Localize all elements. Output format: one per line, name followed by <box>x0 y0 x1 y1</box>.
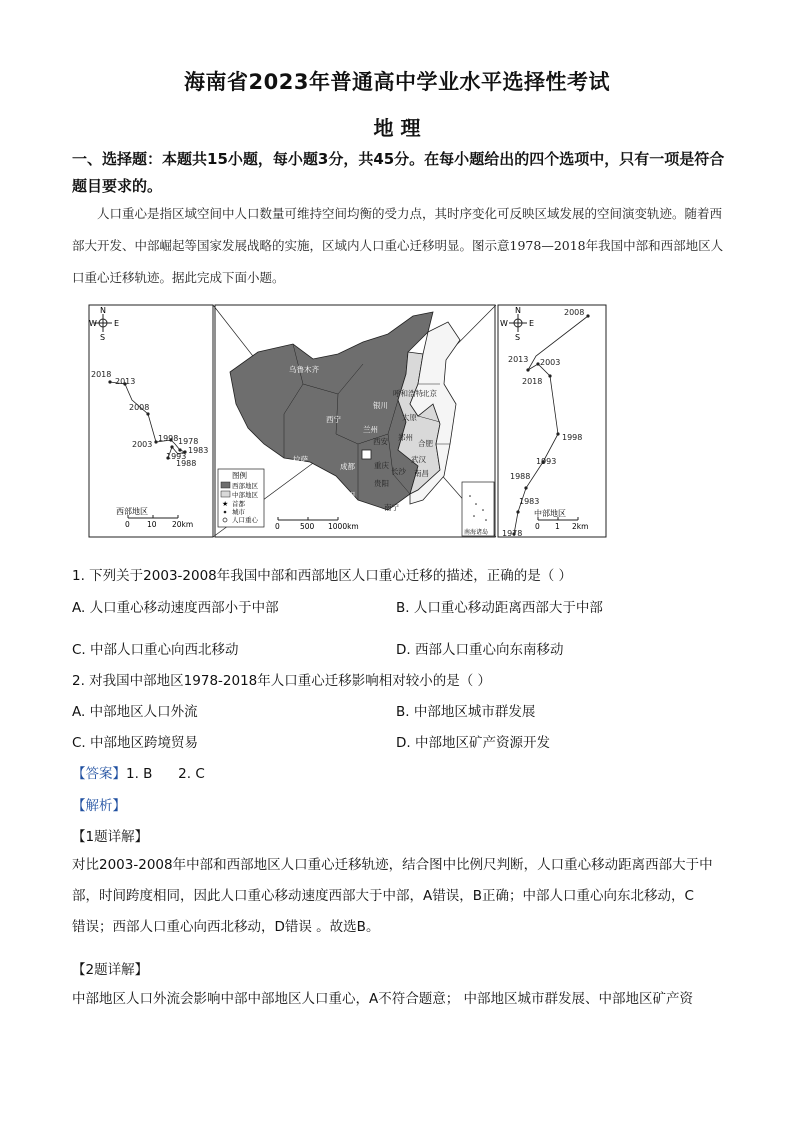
city-xining: 西宁 <box>326 415 341 424</box>
question-2-option-c: C. 中部地区跨境贸易 <box>72 735 199 751</box>
legend-capital: 首都 <box>232 500 245 508</box>
central-point-2018 <box>548 374 551 377</box>
city-hohhot: 呼和浩特 <box>393 389 423 398</box>
detail-2-line: 中部地区人口外流会影响中部中部地区人口重心，A不符合题意； 中部地区城市群发展、中部地区矿产资 <box>72 991 694 1007</box>
city-xian: 西安 <box>373 437 388 446</box>
detail-2-body <box>72 984 732 1015</box>
central-year-2003: 2003 <box>540 358 561 367</box>
map-scale-0: 0 <box>275 522 280 531</box>
answer-tag: 【答案】 <box>72 766 126 782</box>
legend-west: 西部地区 <box>232 482 258 490</box>
city-chengdu: 成都 <box>340 462 355 471</box>
question-2-option-a: A. 中部地区人口外流 <box>72 704 198 720</box>
question-1-option-d: D. 西部人口重心向东南移动 <box>396 642 564 658</box>
city-yinchuan: 银川 <box>373 401 388 410</box>
question-2-stem: 2. 对我国中部地区1978-2018年人口重心迁移影响相对较小的是（ ） <box>72 673 492 689</box>
legend-city: 城市 <box>232 508 245 516</box>
question-1-stem: 1. 下列关于2003-2008年我国中部和西部地区人口重心迁移的描述，正确的是（ ） <box>72 568 573 584</box>
west-point-2008 <box>146 412 149 415</box>
dot-icon <box>224 511 227 514</box>
answer-text: 1. B 2. C <box>126 766 205 782</box>
answer-row <box>72 762 205 782</box>
west-panel-label: 西部地区 <box>116 507 148 516</box>
west-year-2013: 2013 <box>115 377 136 386</box>
city-lhasa: 拉萨 <box>293 455 308 464</box>
subject-title: 地 理 <box>373 116 421 140</box>
central-year-2018: 2018 <box>522 377 543 386</box>
detail-1-line: 对比2003-2008年中部和西部地区人口重心迁移轨迹，结合图中比例尺判断，人口重心移动距离西部大于中 <box>72 857 713 873</box>
city-urumqi: 乌鲁木齐 <box>289 365 319 374</box>
compass-n: N <box>100 306 106 315</box>
city-kunming: 昆明 <box>340 491 355 500</box>
detail-1-body <box>72 850 732 943</box>
city-nanchang: 南昌 <box>414 469 429 478</box>
detail-1-line: 错误；西部人口重心向西北移动，D错误 。故选B。 <box>72 919 380 935</box>
detail-1-tag: 【1题详解】 <box>72 829 149 845</box>
central-scale-0: 0 <box>535 522 540 531</box>
city-nanning: 南宁 <box>384 503 399 512</box>
inset-label: 南海诸岛 <box>464 529 489 536</box>
west-scale-0: 0 <box>125 520 130 529</box>
compass-s: S <box>100 333 106 342</box>
city-wuhan: 武汉 <box>411 455 426 464</box>
map-scale-500: 500 <box>300 522 315 531</box>
compass-w: W <box>89 319 97 328</box>
central-compass-n: N <box>515 306 521 315</box>
central-scale-1: 1 <box>555 522 560 531</box>
central-year-1998: 1998 <box>562 433 583 442</box>
west-scale-10: 10 <box>147 520 157 529</box>
central-year-2008: 2008 <box>564 308 585 317</box>
inset-box <box>462 482 494 536</box>
legend-west-swatch <box>221 482 230 488</box>
west-year-2018: 2018 <box>91 370 112 379</box>
city-taiyuan: 太原 <box>402 413 417 422</box>
west-year-1993: 1993 <box>166 452 187 461</box>
central-point-1988 <box>524 486 527 489</box>
central-point-1998 <box>556 432 559 435</box>
central-compass-w: W <box>500 319 508 328</box>
central-scale-2: 2km <box>572 522 589 531</box>
west-panel <box>89 305 213 537</box>
legend-title: 图例 <box>232 471 247 480</box>
city-chongqing: 重庆 <box>374 461 389 470</box>
population-center-figure <box>88 304 608 540</box>
question-2-option-b: B. 中部地区城市群发展 <box>396 704 536 720</box>
central-year-1978: 1978 <box>502 529 523 538</box>
central-point-1983 <box>516 510 519 513</box>
passage: 人口重心是指区域空间中人口数量可维持空间均衡的受力点，其时序变化可反映区域发展的空间演变轨迹。随着西部大开发、中部崛起等国家发展战略的实施，区域内人口重心迁移明显。图示意1978—2018年我国中部和西部地区人口重心迁移轨迹。据此完成下面小题。 <box>72 206 724 285</box>
question-1-option-c: C. 中部人口重心向西北移动 <box>72 642 239 658</box>
detail-2-tag: 【2题详解】 <box>72 962 149 978</box>
legend-center: 人口重心 <box>232 516 258 524</box>
city-changsha: 长沙 <box>391 467 406 476</box>
section-heading: 一、选择题：本题共15小题，每小题3分，共45分。在每小题给出的四个选项中，只有一项是符合题目要求的。 <box>72 150 725 195</box>
question-1-option-a: A. 人口重心移动速度西部小于中部 <box>72 600 279 616</box>
central-point-2013 <box>526 368 529 371</box>
central-year-1988: 1988 <box>510 472 531 481</box>
legend-central-swatch <box>221 491 230 497</box>
central-year-1993: 1993 <box>536 457 557 466</box>
map-legend <box>218 469 264 527</box>
compass-e: E <box>114 319 120 328</box>
west-point-1993 <box>170 445 173 448</box>
city-guiyang: 贵阳 <box>374 479 389 488</box>
detail-1-line: 部，时间跨度相同，因此人口重心移动速度西部大于中部，A错误，B正确；中部人口重心向东北移动，C <box>72 888 694 904</box>
legend-central: 中部地区 <box>232 491 258 499</box>
central-panel <box>498 305 606 538</box>
west-year-2003: 2003 <box>132 440 153 449</box>
question-2-option-d: D. 中部地区矿产资源开发 <box>396 735 550 751</box>
central-compass-s: S <box>515 333 521 342</box>
west-point-2018 <box>108 380 111 383</box>
central-year-1983: 1983 <box>519 497 540 506</box>
china-map-panel <box>213 305 496 537</box>
city-hefei: 合肥 <box>418 439 433 448</box>
central-point-2008 <box>586 314 589 317</box>
analysis-tag: 【解析】 <box>72 798 126 814</box>
center-box-icon <box>362 450 371 459</box>
west-scale-20: 20km <box>172 520 194 529</box>
star-icon: ★ <box>222 500 229 508</box>
west-year-1988: 1988 <box>176 459 197 468</box>
west-year-1978: 1978 <box>178 437 199 446</box>
map-scale-1000: 1000km <box>328 522 359 531</box>
city-zhengzhou: 郑州 <box>398 433 413 442</box>
question-1-option-b: B. 人口重心移动距离西部大于中部 <box>396 600 603 616</box>
page-title: 海南省2023年普通高中学业水平选择性考试 <box>184 70 610 94</box>
central-compass-e: E <box>529 319 535 328</box>
central-panel-label: 中部地区 <box>534 509 566 518</box>
west-year-1998: 1998 <box>158 434 179 443</box>
city-beijing: 北京 <box>422 389 437 398</box>
central-year-2013: 2013 <box>508 355 529 364</box>
west-year-2008: 2008 <box>129 403 150 412</box>
city-lanzhou: 兰州 <box>363 425 378 434</box>
west-year-1983: 1983 <box>188 446 209 455</box>
